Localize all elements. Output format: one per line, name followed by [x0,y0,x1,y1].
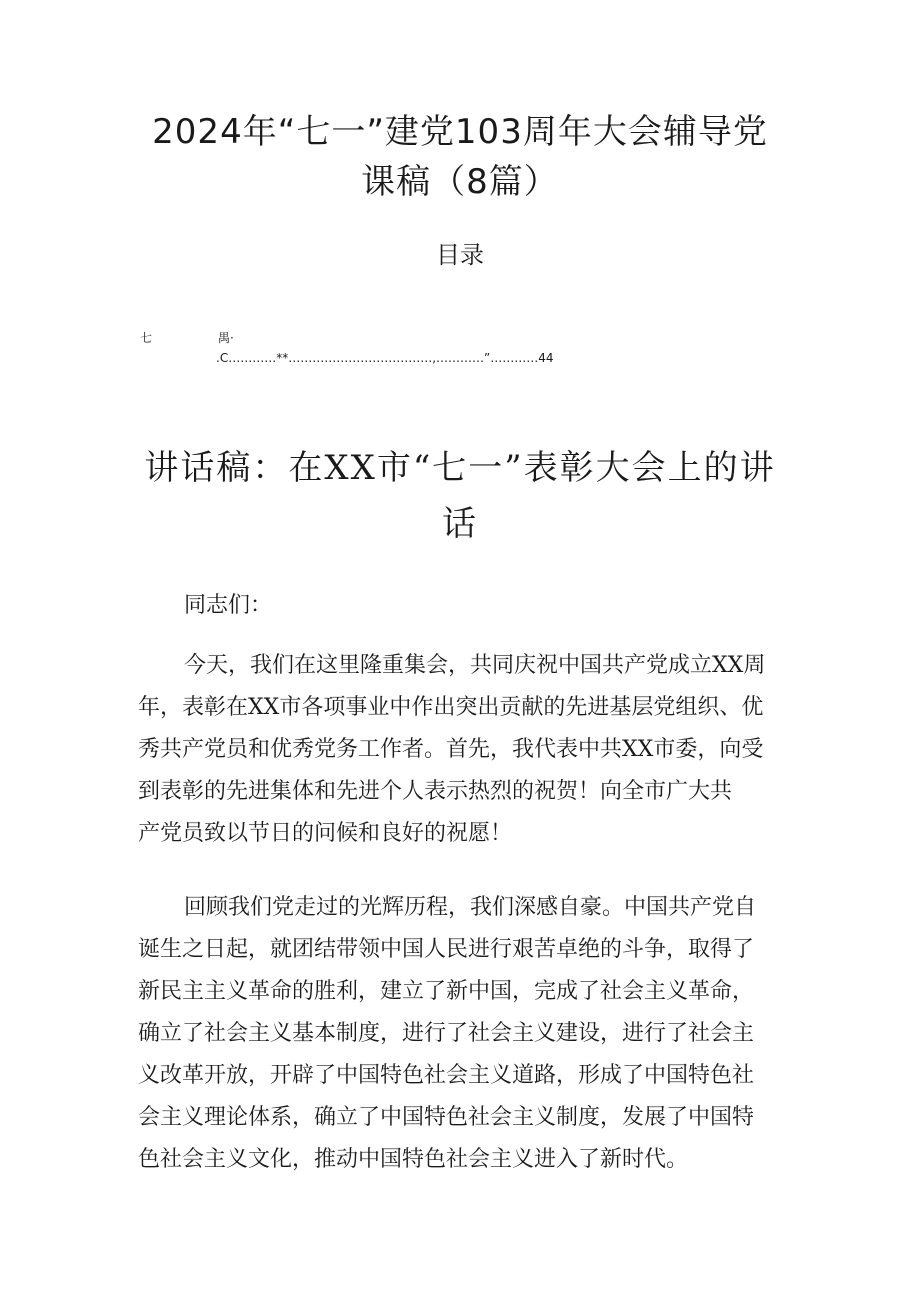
paragraph-2-line: 新民主主义革命的胜利，建立了新中国，完成了社会主义革命， [138,979,755,1004]
toc-entry[interactable] [216,348,554,368]
toc-entry-marks [0,328,920,348]
paragraph-1-line: 年，表彰在XX市各项事业中作出突出贡献的先进基层党组织、优 [138,695,764,720]
toc-heading: 目录 [436,241,484,269]
paragraph-2-line: 诞生之日起，就团结带领中国人民进行艰苦卓绝的斗争，取得了 [138,937,755,962]
paragraph-1-line: 产党员致以节日的问候和良好的祝愿！ [138,821,513,846]
speech-title-line-2: 话 [442,504,478,544]
paragraph-2-line: 确立了社会主义基本制度，进行了社会主义建设，进行了社会主 [138,1021,755,1046]
toc-mark-a: 七 [140,331,153,345]
document-title-line-2: 课稿（8篇） [361,162,559,202]
speech-title-line-1: 讲话稿：在XX市“七一”表彰大会上的讲 [144,448,776,488]
salutation [138,585,784,627]
paragraph-2 [138,887,784,1181]
document-title-line-1: 2024年“七一”建党103周年大会辅导党 [152,112,768,152]
paragraph-2-line: 义改革开放，开辟了中国特色社会主义道路，形成了中国特色社 [138,1063,755,1088]
paragraph-2-line: 回顾我们党走过的光辉历程，我们深感自豪。中国共产党自 [184,895,757,920]
toc-page-number: 44 [538,351,554,365]
paragraph-1 [138,645,784,855]
paragraph-1-line: 今天，我们在这里隆重集会，共同庆祝中国共产党成立XX周 [184,653,766,678]
salutation-text: 同志们： [184,593,273,618]
paragraph-2-line: 会主义理论体系，确立了中国特色社会主义制度，发展了中国特 [138,1105,755,1130]
paragraph-1-line: 到表彰的先进集体和先进个人表示热烈的祝贺！向全市广大共 [138,779,733,804]
paragraph-1-line: 秀共产党员和优秀党务工作者。首先，我代表中共XX市委，向受 [138,737,764,762]
document-title [100,107,820,207]
speech-title [100,440,820,552]
paragraph-2-line: 色社会主义文化，推动中国特色社会主义进入了新时代。 [138,1147,689,1172]
toc-leader-dots: .C…………**………………………………,…………”………… [216,351,539,365]
toc-mark-b: 禺· [218,331,234,345]
